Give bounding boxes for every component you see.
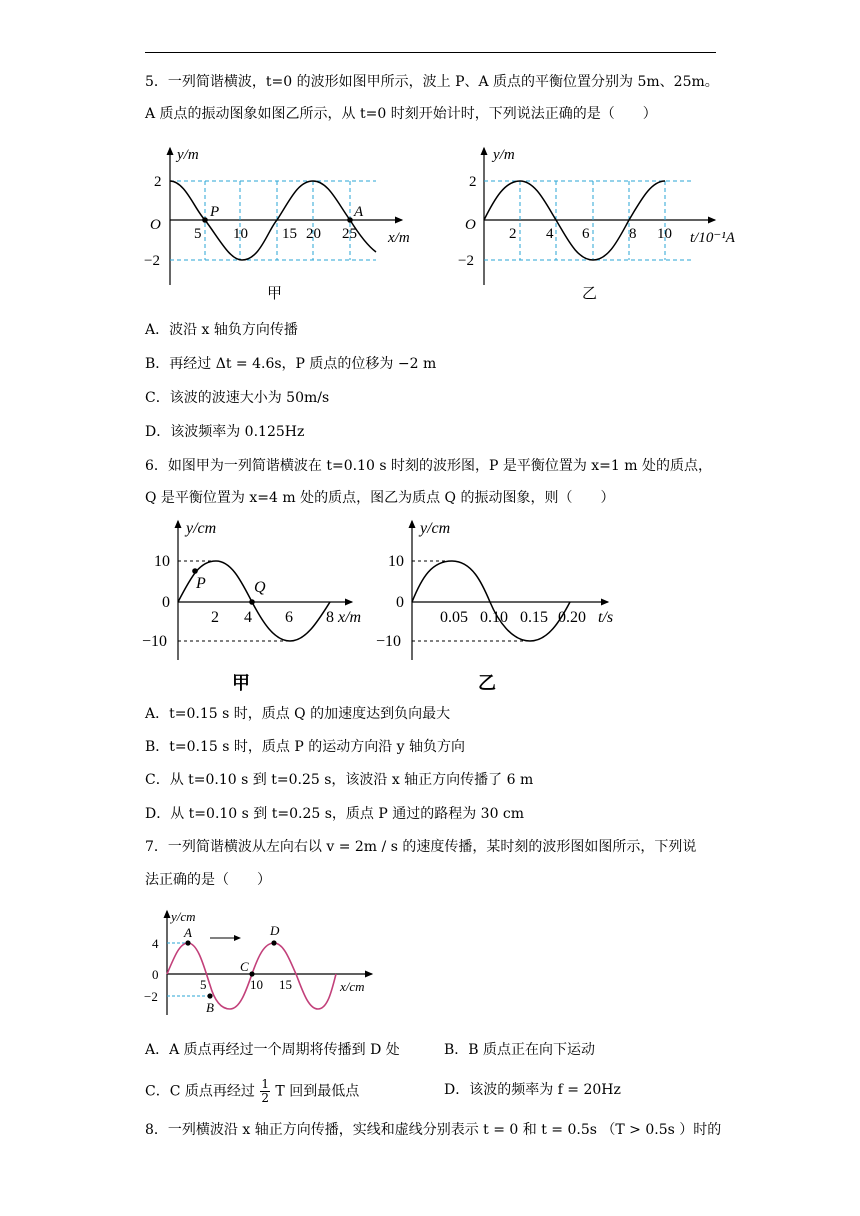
- q5-yi-xtick-2: 2: [509, 226, 517, 242]
- q7-option-a[interactable]: A．A 质点再经过一个周期将传播到 D 处: [145, 1042, 400, 1058]
- q5-option-c[interactable]: C．该波的波速大小为 50m/s: [145, 390, 330, 406]
- q5-yi-caption: 乙: [582, 286, 598, 302]
- q7-figure: [140, 905, 380, 1025]
- q6-jia-xtick-2: 2: [211, 609, 219, 626]
- q5-jia-xtick-10: 10: [233, 226, 248, 242]
- q5-yi-ytick-neg2: −2: [458, 253, 474, 269]
- q5-jia-xtick-25: 25: [342, 226, 357, 242]
- q5-option-b[interactable]: B．再经过 Δt = 4.6s，P 质点的位移为 −2 m: [145, 356, 437, 372]
- q6-jia-ytick-10: 10: [154, 553, 170, 570]
- q5-jia-ytick-neg2: −2: [144, 253, 160, 269]
- q5-yi-xtick-10: 10: [657, 226, 672, 242]
- q5-stem-line1: 5．一列简谐横波，t=0 的波形如图甲所示，波上 P、A 质点的平衡位置分别为 5m、25m。: [145, 74, 719, 90]
- q7-point-c: C: [240, 959, 249, 974]
- q7-ytick-neg2: −2: [144, 989, 158, 1004]
- q6-yi-ytick-0: 0: [396, 594, 404, 611]
- q7-xtick-10: 10: [250, 977, 263, 992]
- q5-yi-xtick-8: 8: [629, 226, 637, 242]
- q7-point-d: D: [270, 923, 280, 938]
- q6-figure-yi: [376, 515, 640, 695]
- q7-option-c-fraction: [260, 1078, 270, 1105]
- q6-jia-point-p: P: [196, 575, 206, 592]
- q5-jia-ylabel: y/m: [177, 147, 199, 163]
- q6-jia-xlabel: x/m: [338, 609, 362, 626]
- q5-option-d[interactable]: D．该波频率为 0.125Hz: [145, 424, 305, 440]
- q7-fraction-denominator: 2: [261, 1091, 269, 1105]
- q6-yi-wave: [412, 561, 570, 641]
- q6-jia-xtick-8: 8: [326, 609, 334, 626]
- q6-yi-xtick-020: 0.20: [558, 609, 586, 626]
- q5-option-a[interactable]: A．波沿 x 轴负方向传播: [145, 322, 298, 338]
- q5-yi-xtick-6: 6: [582, 226, 590, 242]
- q5-jia-caption: 甲: [267, 286, 283, 302]
- q7-option-b[interactable]: B．B 质点正在向下运动: [444, 1042, 596, 1058]
- q6-yi-xtick-005: 0.05: [440, 609, 468, 626]
- q6-yi-caption: 乙: [478, 673, 496, 693]
- q5-stem-line2: A 质点的振动图象如图乙所示，从 t=0 时刻开始计时，下列说法正确的是（ ）: [145, 106, 657, 122]
- q7-fraction-numerator: 1: [261, 1077, 269, 1091]
- q7-xlabel: x/cm: [340, 979, 365, 994]
- q7-point-a: A: [184, 925, 192, 940]
- q5-figure-yi: [455, 140, 755, 310]
- q5-yi-xlabel: t/10⁻¹A: [690, 230, 735, 246]
- q6-yi-ytick-10: 10: [388, 553, 404, 570]
- q5-jia-origin: O: [150, 217, 161, 233]
- q5-jia-ytick-2: 2: [154, 174, 162, 190]
- q6-jia-xtick-6: 6: [285, 609, 293, 626]
- q7-option-c[interactable]: [145, 1078, 359, 1105]
- q5-jia-xtick-5: 5: [194, 226, 202, 242]
- q6-jia-ytick-0: 0: [162, 594, 170, 611]
- q6-option-c[interactable]: C．从 t=0.10 s 到 t=0.25 s，该波沿 x 轴正方向传播了 6 m: [145, 772, 534, 788]
- q6-yi-xtick-010: 0.10: [480, 609, 508, 626]
- q6-jia-ylabel: y/cm: [186, 520, 217, 537]
- q7-ytick-0: 0: [152, 967, 159, 982]
- q6-jia-caption: 甲: [232, 673, 250, 693]
- q5-yi-xtick-4: 4: [546, 226, 554, 242]
- q7-option-c-prefix: C．C 质点再经过: [145, 1083, 255, 1100]
- q6-jia-point-q: Q: [254, 579, 266, 596]
- q6-jia-xtick-4: 4: [244, 609, 252, 626]
- q6-option-d[interactable]: D．从 t=0.10 s 到 t=0.25 s，质点 P 通过的路程为 30 cm: [145, 806, 525, 822]
- q5-jia-xtick-15: 15: [282, 226, 297, 242]
- q6-stem-line1: 6．如图甲为一列简谐横波在 t=0.10 s 时刻的波形图，P 是平衡位置为 x=1 m 处的质点，: [145, 458, 712, 474]
- header-rule: [145, 52, 716, 53]
- q6-yi-ylabel: y/cm: [420, 520, 451, 537]
- q7-ylabel: y/cm: [171, 909, 196, 924]
- q7-point-b: B: [206, 1000, 214, 1015]
- q5-yi-origin: O: [465, 217, 476, 233]
- q7-xtick-15: 15: [279, 977, 292, 992]
- q6-jia-ytick-neg10: −10: [142, 633, 168, 650]
- q5-jia-xtick-20: 20: [306, 226, 321, 242]
- q6-figure-jia: [140, 515, 390, 695]
- q7-stem-line1: 7．一列简谐横波从左向右以 v = 2m / s 的速度传播，某时刻的波形图如图所示，下列说: [145, 839, 697, 855]
- q6-option-a[interactable]: A．t=0.15 s 时，质点 Q 的加速度达到负向最大: [145, 706, 451, 722]
- q6-yi-ytick-neg10: −10: [376, 633, 402, 650]
- q5-jia-point-a: A: [354, 204, 364, 220]
- q6-stem-line2: Q 是平衡位置为 x=4 m 处的质点，图乙为质点 Q 的振动图象，则（ ）: [145, 490, 615, 506]
- q5-jia-xlabel: x/m: [388, 230, 410, 246]
- q6-yi-xlabel: t/s: [598, 609, 614, 626]
- q5-jia-point-p: P: [210, 204, 220, 220]
- q7-stem-line2: 法正确的是（ ）: [145, 872, 271, 888]
- q6-yi-xtick-015: 0.15: [520, 609, 548, 626]
- q7-option-c-suffix: T 回到最低点: [275, 1083, 360, 1100]
- q5-figure-jia: [140, 140, 430, 310]
- q8-stem-line1: 8．一列横波沿 x 轴正方向传播，实线和虚线分别表示 t = 0 和 t = 0.5s （T > 0.5s ）时的: [145, 1122, 722, 1138]
- q5-yi-ytick-2: 2: [469, 174, 477, 190]
- q6-option-b[interactable]: B．t=0.15 s 时，质点 P 的运动方向沿 y 轴负方向: [145, 739, 466, 755]
- q7-ytick-4: 4: [152, 936, 159, 951]
- q7-xtick-5: 5: [200, 977, 207, 992]
- q7-option-d[interactable]: D．该波的频率为 f = 20Hz: [444, 1082, 621, 1098]
- q5-yi-ylabel: y/m: [493, 147, 515, 163]
